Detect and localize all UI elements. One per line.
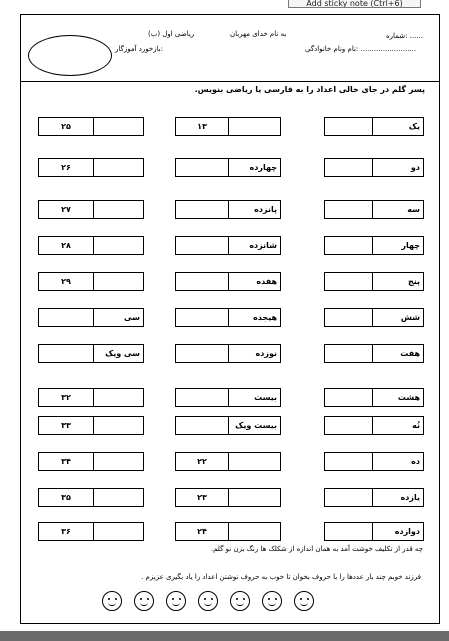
- right-answer-box[interactable]: [324, 452, 424, 471]
- smiley-mouth: [140, 600, 148, 606]
- number-digit-cell: [176, 273, 228, 290]
- name-label: نام ونام خانوادگی: .........................: [305, 45, 417, 53]
- left-answer-box[interactable]: [38, 452, 144, 471]
- left-answer-box[interactable]: [38, 117, 144, 136]
- middle-answer-box[interactable]: [175, 236, 281, 255]
- number-digit-cell: [325, 273, 372, 290]
- number-digit-cell: [325, 489, 372, 506]
- number-digit-cell: [176, 237, 228, 254]
- left-answer-box[interactable]: [38, 344, 144, 363]
- right-answer-box[interactable]: [324, 272, 424, 291]
- right-answer-box[interactable]: [324, 488, 424, 507]
- left-answer-box[interactable]: [38, 236, 144, 255]
- left-answer-box[interactable]: [38, 272, 144, 291]
- middle-answer-box[interactable]: [175, 308, 281, 327]
- basmala: به نام خدای مهربان: [230, 30, 287, 38]
- smiley-face-icon[interactable]: [230, 591, 250, 611]
- smiley-mouth: [268, 600, 276, 606]
- number-word-cell: یازده: [372, 489, 423, 506]
- number-word-cell: سی: [93, 309, 143, 326]
- smiley-face-icon[interactable]: [294, 591, 314, 611]
- practice-note: فرزند خوبم چند بار عددها را با حروف بخوان تا خوب به حروف نوشتن اعداد را یاد بگیری عزیزم .: [141, 573, 421, 581]
- left-answer-box[interactable]: [38, 522, 144, 541]
- number-word-cell: دوازده: [372, 523, 423, 540]
- number-word-cell: [93, 489, 143, 506]
- middle-answer-box[interactable]: [175, 388, 281, 407]
- instruction: پسر گلم در جای خالی اعداد را به فارسی یا ریاضی بنویس.: [194, 85, 425, 94]
- number-digit-cell: ۲۶: [61, 163, 71, 172]
- middle-answer-box[interactable]: [175, 522, 281, 541]
- number-word-cell: [93, 273, 143, 290]
- middle-answer-box[interactable]: [175, 158, 281, 177]
- number-digit-cell: [39, 345, 93, 362]
- number-digit-cell: ۲۳: [197, 493, 207, 502]
- right-answer-box[interactable]: [324, 200, 424, 219]
- number-digit-cell: [176, 345, 228, 362]
- left-answer-box[interactable]: [38, 416, 144, 435]
- number-digit-cell: [325, 237, 372, 254]
- number-word-cell: هیجده: [228, 309, 280, 326]
- right-answer-box[interactable]: [324, 416, 424, 435]
- smiley-mouth: [172, 600, 180, 606]
- header-divider: [21, 81, 439, 82]
- number-word-cell: [93, 118, 143, 135]
- number-digit-cell: [325, 309, 372, 326]
- smiley-mouth: [300, 600, 308, 606]
- right-answer-box[interactable]: [324, 158, 424, 177]
- number-word-cell: بیست: [228, 389, 280, 406]
- feedback-label: بازخورد آموزگار:: [115, 45, 164, 53]
- number-digit-cell: ۳۵: [61, 493, 71, 502]
- number-digit-cell: [176, 389, 228, 406]
- middle-answer-box[interactable]: [175, 344, 281, 363]
- number-word-cell: [93, 417, 143, 434]
- right-answer-box[interactable]: [324, 236, 424, 255]
- number-digit-cell: [325, 159, 372, 176]
- number-word-cell: پنج: [372, 273, 423, 290]
- number-word-cell: سه: [372, 201, 423, 218]
- right-answer-box[interactable]: [324, 388, 424, 407]
- number-word-cell: [228, 118, 280, 135]
- right-answer-box[interactable]: [324, 344, 424, 363]
- number-label: شماره: ......: [386, 32, 424, 40]
- number-digit-cell: ۲۹: [61, 277, 71, 286]
- number-word-cell: [93, 237, 143, 254]
- number-word-cell: دو: [372, 159, 423, 176]
- number-word-cell: [93, 201, 143, 218]
- number-digit-cell: ۳۴: [61, 457, 71, 466]
- number-word-cell: نوزده: [228, 345, 280, 362]
- number-digit-cell: [176, 417, 228, 434]
- number-word-cell: چهار: [372, 237, 423, 254]
- number-digit-cell: ۲۷: [61, 205, 71, 214]
- smiley-mouth: [108, 600, 116, 606]
- number-digit-cell: [325, 201, 372, 218]
- number-digit-cell: ۳۶: [61, 527, 71, 536]
- smiley-face-icon[interactable]: [134, 591, 154, 611]
- sticky-note-tooltip: Add sticky note (Ctrl+6): [288, 0, 421, 8]
- number-digit-cell: ۲۲: [197, 457, 207, 466]
- number-word-cell: ده: [372, 453, 423, 470]
- left-answer-box[interactable]: [38, 388, 144, 407]
- number-digit-cell: [325, 453, 372, 470]
- number-digit-cell: [325, 118, 372, 135]
- left-answer-box[interactable]: [38, 200, 144, 219]
- number-digit-cell: [325, 417, 372, 434]
- subject-title: ریاضی اول (ب): [148, 30, 195, 38]
- number-word-cell: پانزده: [228, 201, 280, 218]
- number-word-cell: هفده: [228, 273, 280, 290]
- number-word-cell: هفت: [372, 345, 423, 362]
- number-word-cell: هشت: [372, 389, 423, 406]
- middle-answer-box[interactable]: [175, 117, 281, 136]
- smiley-face-icon[interactable]: [262, 591, 282, 611]
- number-digit-cell: [39, 309, 93, 326]
- number-digit-cell: [325, 389, 372, 406]
- left-answer-box[interactable]: [38, 158, 144, 177]
- right-answer-box[interactable]: [324, 117, 424, 136]
- smiley-face-icon[interactable]: [198, 591, 218, 611]
- smiley-mouth: [236, 600, 244, 606]
- number-word-cell: [93, 389, 143, 406]
- right-answer-box[interactable]: [324, 522, 424, 541]
- number-digit-cell: ۳۲: [61, 393, 71, 402]
- number-word-cell: [228, 523, 280, 540]
- number-digit-cell: [176, 159, 228, 176]
- number-word-cell: شانزده: [228, 237, 280, 254]
- number-digit-cell: [176, 201, 228, 218]
- middle-answer-box[interactable]: [175, 416, 281, 435]
- middle-answer-box[interactable]: [175, 272, 281, 291]
- number-word-cell: [93, 523, 143, 540]
- middle-answer-box[interactable]: [175, 452, 281, 471]
- coloring-note: چه قدر از تکلیف خوشت آمد به همان اندازه از شکلک ها رنگ بزن نو گلم.: [210, 545, 423, 553]
- number-word-cell: [93, 159, 143, 176]
- smiley-face-icon[interactable]: [102, 591, 122, 611]
- number-word-cell: [228, 453, 280, 470]
- smiley-mouth: [204, 600, 212, 606]
- bottom-scrollbar: [0, 631, 449, 641]
- number-word-cell: یک: [372, 118, 423, 135]
- teacher-feedback-oval: [28, 35, 112, 76]
- number-digit-cell: ۲۵: [61, 122, 71, 131]
- number-word-cell: بیست ویک: [228, 417, 280, 434]
- smiley-face-icon[interactable]: [166, 591, 186, 611]
- left-answer-box[interactable]: [38, 488, 144, 507]
- number-digit-cell: ۱۳: [197, 122, 207, 131]
- number-digit-cell: [176, 309, 228, 326]
- number-digit-cell: [325, 345, 372, 362]
- middle-answer-box[interactable]: [175, 200, 281, 219]
- number-word-cell: [228, 489, 280, 506]
- middle-answer-box[interactable]: [175, 488, 281, 507]
- number-word-cell: سی ویک: [93, 345, 143, 362]
- number-word-cell: چهارده: [228, 159, 280, 176]
- number-digit-cell: ۲۴: [197, 527, 207, 536]
- number-digit-cell: [325, 523, 372, 540]
- left-answer-box[interactable]: [38, 308, 144, 327]
- number-digit-cell: ۳۳: [61, 421, 71, 430]
- number-word-cell: شش: [372, 309, 423, 326]
- right-answer-box[interactable]: [324, 308, 424, 327]
- number-word-cell: [93, 453, 143, 470]
- number-word-cell: نُه: [372, 417, 423, 434]
- number-digit-cell: ۲۸: [61, 241, 71, 250]
